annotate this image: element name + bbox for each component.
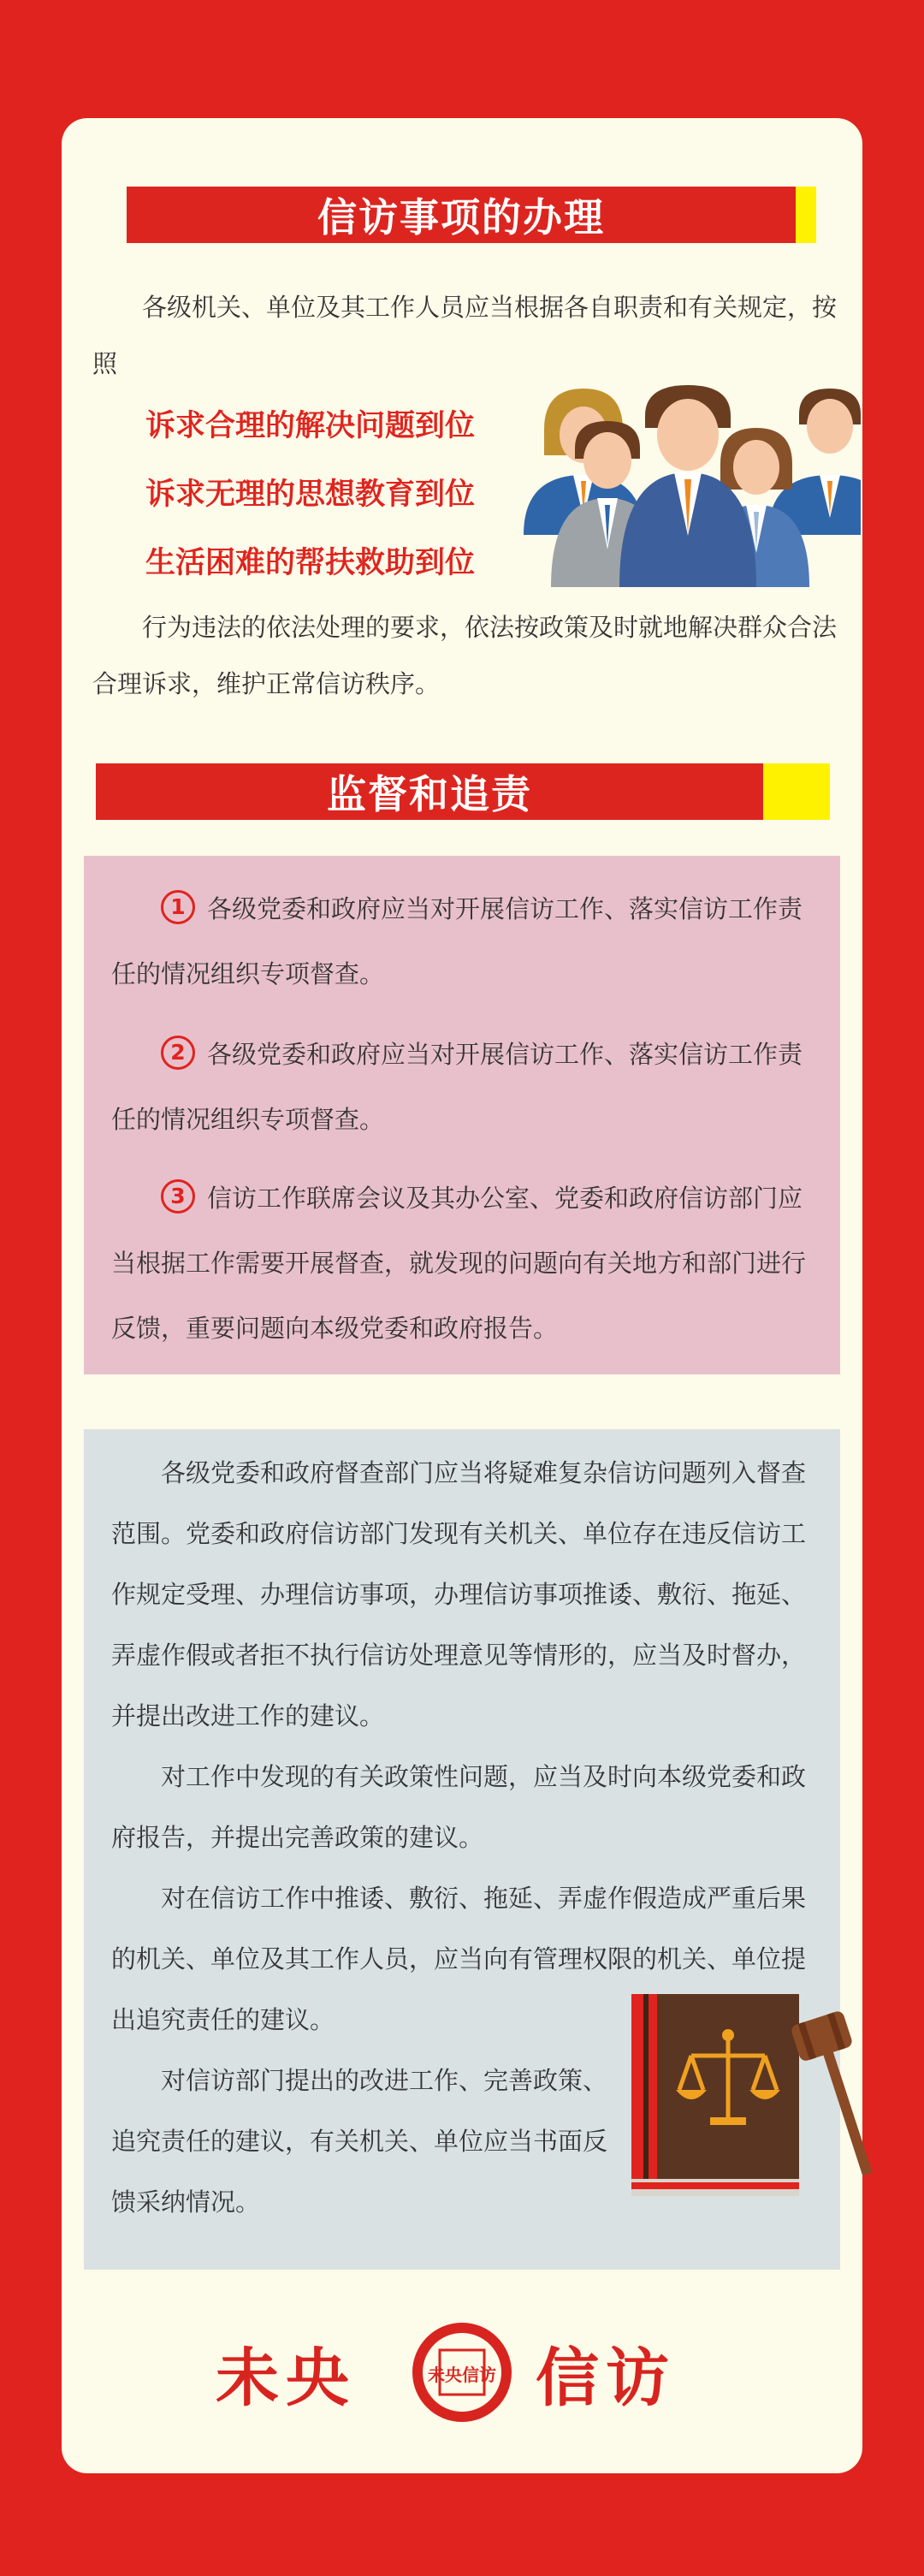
supervision-item-1-text: 各级党委和政府应当对开展信访工作、落实信访工作责任的情况组织专项督查。: [111, 894, 803, 988]
seal-logo-icon: [409, 2319, 515, 2425]
footer-right-text: 信访: [536, 2342, 676, 2415]
accountability-paragraph-1: 各级党委和政府督查部门应当将疑难复杂信访问题列入督查范围。党委和政府信访部门发现有关机关、单位存在违反信访工作规定受理、办理信访事项，办理信访事项推诿、敷衍、拖延、弄虚作假或者拒不执行信访处理意见等情形的，应当及时督办，并提出改进工作的建议。: [111, 1458, 807, 1730]
number-badge-3: 3: [161, 1179, 195, 1214]
supervision-item-1: [111, 876, 813, 1006]
number-badge-2: 2: [161, 1036, 195, 1070]
section1-point-2: 诉求无理的思想教育到位: [145, 478, 476, 512]
supervision-item-3-text: 信访工作联席会议及其办公室、党委和政府信访部门应当根据工作需要开展督查，就发现的问题向有关地方和部门进行反馈，重要问题向本级党委和政府报告。: [111, 1184, 807, 1343]
section2-banner-tab: [763, 763, 830, 820]
accountability-paragraph-4: 对信访部门提出的改进工作、完善政策、追究责任的建议，有关机关、单位应当书面反馈采纳情况。: [111, 2066, 608, 2217]
supervision-panel: [84, 856, 840, 1374]
supervision-item-2: [111, 1022, 813, 1152]
section1-banner: [127, 187, 816, 243]
section2-banner: [96, 763, 830, 820]
section1-title: 信访事项的办理: [127, 187, 796, 243]
section1-banner-tab: [796, 187, 816, 243]
section1-point-1: 诉求合理的解决问题到位: [145, 409, 476, 443]
section1-point-3: 生活困难的帮扶救助到位: [145, 546, 476, 580]
supervision-item-3: [111, 1166, 813, 1361]
accountability-paragraph-3: 对在信访工作中推诿、敷衍、拖延、弄虚作假造成严重后果的机关、单位及其工作人员，应当向有管理权限的机关、单位提出追究责任的建议。: [111, 1884, 807, 2034]
section1-intro: 各级机关、单位及其工作人员应当根据各自职责和有关规定，按照: [92, 293, 838, 378]
business-people-group-icon: [518, 385, 861, 591]
accountability-paragraph-2: 对工作中发现的有关政策性问题，应当及时向本级党委和政府报告，并提出完善政策的建议。: [111, 1762, 807, 1852]
law-book-gavel-icon: [631, 1989, 873, 2213]
number-badge-1: 1: [161, 890, 195, 924]
svg-text:未央信访: 未央信访: [428, 2365, 496, 2385]
section2-title: 监督和追责: [96, 763, 763, 820]
supervision-item-2-text: 各级党委和政府应当对开展信访工作、落实信访工作责任的情况组织专项督查。: [111, 1040, 803, 1134]
section1-conclusion: 行为违法的依法处理的要求，依法按政策及时就地解决群众合法合理诉求，维护正常信访秩序。: [92, 613, 838, 698]
footer-left-text: 未央: [216, 2342, 356, 2415]
